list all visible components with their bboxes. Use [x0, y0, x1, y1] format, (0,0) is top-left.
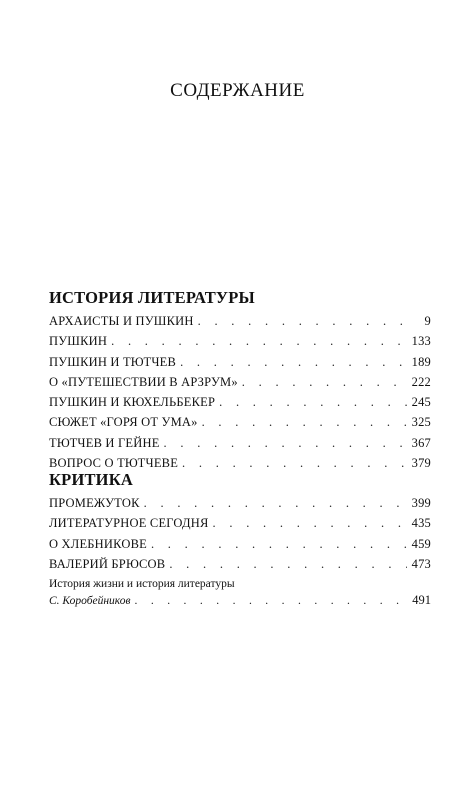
toc-entry-afterword[interactable] [49, 576, 431, 609]
toc-entry-page: 367 [411, 435, 431, 450]
toc-entry-page: 435 [411, 516, 431, 531]
dot-leader [213, 513, 408, 533]
toc-entry-page: 399 [411, 496, 431, 510]
toc-entry-page: 325 [411, 415, 431, 430]
toc-entry[interactable] [49, 352, 431, 372]
toc-entry[interactable] [49, 392, 431, 412]
toc-entry-label: ПРОМЕЖУТОК [49, 496, 140, 510]
toc-entry-label: О «ПУТЕШЕСТВИИ В АРЗРУМ» [49, 374, 238, 389]
afterword-page: 491 [412, 593, 431, 607]
toc-entry-label: ПУШКИН И КЮХЕЛЬБЕКЕР [49, 395, 216, 410]
afterword-author: С. Коробейников [49, 595, 131, 607]
dot-leader [135, 593, 409, 609]
toc-entry[interactable] [49, 433, 431, 453]
toc-entry[interactable] [49, 372, 431, 392]
toc-entry-page: 473 [411, 556, 431, 571]
toc-entry-label: ВАЛЕРИЙ БРЮСОВ [49, 556, 166, 571]
dot-leader [164, 433, 407, 453]
dot-leader [242, 372, 407, 392]
toc-section-history [49, 288, 431, 473]
toc-entry-label: ПУШКИН И ТЮТЧЕВ [49, 354, 177, 369]
afterword-title: История жизни и история литературы [49, 578, 235, 590]
toc-entry-label: ВОПРОС О ТЮТЧЕВЕ [49, 456, 179, 471]
dot-leader [180, 352, 407, 372]
toc-entry-page: 245 [411, 395, 431, 410]
dot-leader [144, 493, 407, 513]
toc-entry[interactable] [49, 534, 431, 554]
toc-entry-label: ПУШКИН [49, 334, 108, 349]
toc-entry-page: 189 [411, 354, 431, 369]
toc-entry[interactable] [49, 331, 431, 351]
toc-entry[interactable] [49, 513, 431, 533]
toc-entry-label: СЮЖЕТ «ГОРЯ ОТ УМА» [49, 415, 198, 430]
toc-entry-page: 9 [424, 314, 431, 328]
toc-entry[interactable] [49, 493, 431, 513]
toc-entry-label: ЛИТЕРАТУРНОЕ СЕГОДНЯ [49, 516, 209, 531]
toc-entry[interactable] [49, 554, 431, 574]
toc-section-criticism [49, 470, 431, 574]
toc-entry-label: ТЮТЧЕВ И ГЕЙНЕ [49, 435, 160, 450]
toc-entry-page: 459 [411, 536, 431, 551]
dot-leader [111, 331, 407, 351]
section-heading: ИСТОРИЯ ЛИТЕРАТУРЫ [49, 288, 255, 307]
dot-leader [219, 392, 407, 412]
toc-entry-page: 133 [411, 334, 431, 349]
dot-leader [202, 412, 407, 432]
toc-entry-label: О ХЛЕБНИКОВЕ [49, 536, 147, 551]
section-heading: КРИТИКА [49, 470, 133, 489]
dot-leader [198, 311, 407, 331]
page-title: СОДЕРЖАНИЕ [170, 80, 305, 101]
dot-leader [151, 534, 407, 554]
toc-entry-page: 222 [411, 374, 431, 389]
toc-entry-page: 379 [411, 456, 431, 471]
toc-entry[interactable] [49, 311, 431, 331]
dot-leader [169, 554, 407, 574]
toc-entry[interactable] [49, 412, 431, 432]
toc-entry-label: АРХАИСТЫ И ПУШКИН [49, 314, 194, 328]
